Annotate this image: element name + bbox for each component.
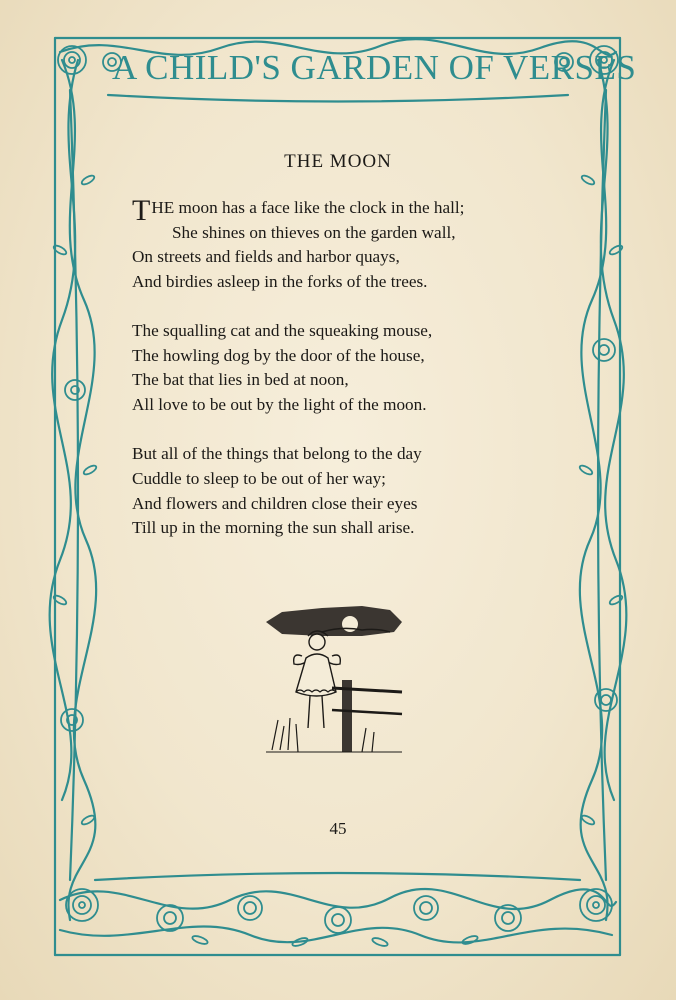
poem-line: But all of the things that belong to the day xyxy=(132,444,422,464)
stanza-2 xyxy=(132,319,552,417)
stanza-1 xyxy=(132,196,552,294)
poem-line: All love to be out by the light of the moon. xyxy=(132,394,427,414)
poem-title: THE MOON xyxy=(284,151,392,172)
poem-line: THE moon has a face like the clock in the hall; xyxy=(132,194,465,227)
poem-line: Cuddle to sleep to be out of her way; xyxy=(132,468,386,488)
poem-line: On streets and fields and harbor quays, xyxy=(132,247,400,267)
poem-line: And birdies asleep in the forks of the trees. xyxy=(132,271,428,291)
poem-line: The squalling cat and the squeaking mouse, xyxy=(132,321,433,341)
book-title-banner: A CHILD'S GARDEN OF VERSES xyxy=(112,48,637,87)
poem-line: The howling dog by the door of the house, xyxy=(132,345,425,365)
poem-line: Till up in the morning the sun shall arise. xyxy=(132,518,415,538)
poem-line: The bat that lies in bed at noon, xyxy=(132,370,349,390)
child-moon-illustration xyxy=(262,600,407,760)
page-number: 45 xyxy=(329,819,347,838)
stanza-gap xyxy=(132,294,552,319)
drop-cap: T xyxy=(132,194,151,227)
stanza-3 xyxy=(132,442,552,540)
poem-line: She shines on thieves on the garden wall, xyxy=(172,222,456,242)
poem-body xyxy=(132,196,552,541)
stanza-gap xyxy=(132,418,552,443)
poem-line: And flowers and children close their eyes xyxy=(132,493,418,513)
